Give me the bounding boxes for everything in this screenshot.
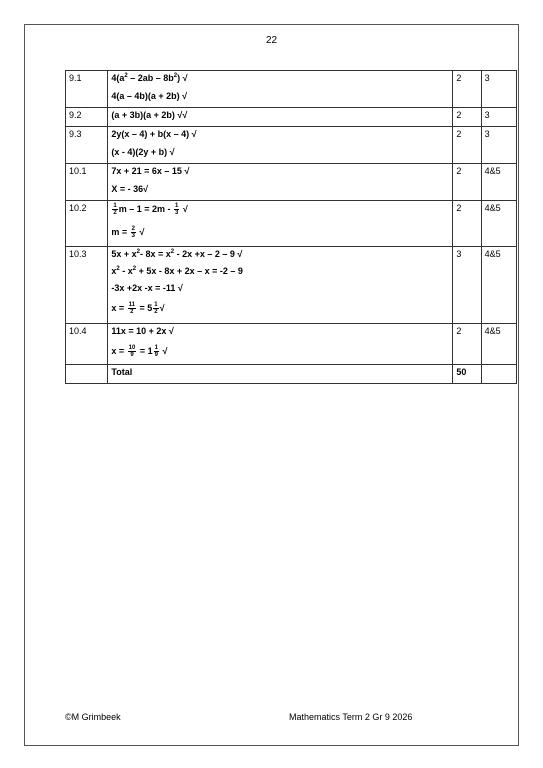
answer-line: m = $\frac{2}{3}$ √ [111, 226, 145, 239]
answer-line: $4(a^2 - 2ab - 8b^2)$ √ [111, 73, 188, 83]
level-cell: 4&5 [481, 324, 516, 365]
question-number: 9.3 [66, 127, 108, 164]
fraction: $\frac{1}{2}$ [113, 203, 117, 216]
answer-line: x = $\frac{10}{9}$ = 1 $\frac{1}{9}$ √ [111, 345, 168, 358]
level-cell: 4&5 [481, 201, 516, 247]
question-number: 10.4 [66, 324, 108, 365]
total-level-empty [481, 365, 516, 384]
answer-line: $x^2 - x^2 + 5x - 8x + 2x - x = -2 - 9$ [111, 266, 243, 276]
answer-cell [108, 127, 453, 164]
marks-cell: 2 [453, 164, 481, 201]
total-marks: 50 [453, 365, 481, 384]
answer-line: X = - 36√ [111, 184, 149, 194]
level-cell: 3 [481, 71, 516, 108]
memorandum-table [65, 70, 517, 384]
level-cell: 4&5 [481, 247, 516, 324]
level-cell: 3 [481, 108, 516, 127]
question-number: 10.2 [66, 201, 108, 247]
answer-line: $5x + x^2-$ $8x = x^2 - 2x +x - 2 - 9$ √ [111, 249, 243, 259]
answer-line: -3x +2x -x = -11 √ [111, 283, 183, 293]
answer-line: 7x + 21 = 6x – 15 √ [111, 166, 190, 176]
answer-cell [108, 71, 453, 108]
fraction: $\frac{11}{2}$ [128, 302, 135, 315]
page-number: 22 [265, 35, 278, 46]
level-cell: 4&5 [481, 164, 516, 201]
table-row [66, 324, 517, 365]
answer-line: $\frac{1}{2}$ m – 1 = 2m - $\frac{1}{3}$ √ [113, 203, 188, 216]
level-cell: 3 [481, 127, 516, 164]
footer-subject: Mathematics Term 2 Gr 9 2026 [289, 712, 413, 722]
table-row [66, 71, 517, 108]
table-row [66, 164, 517, 201]
answer-cell [108, 247, 453, 324]
answer-line: 11x = 10 + 2x √ [111, 326, 174, 336]
answer-line: 2y(x – 4) + b(x – 4) √ [111, 129, 197, 139]
question-number: 9.1 [66, 71, 108, 108]
marks-cell: 2 [453, 127, 481, 164]
answer-cell [108, 324, 453, 365]
fraction: $\frac{1}{9}$ [154, 345, 158, 358]
question-number: 10.1 [66, 164, 108, 201]
answer-line: (a + 3b)(a + 2b) √√ [111, 110, 188, 120]
answer-line: 4(a – 4b)(a + 2b) √ [111, 91, 188, 101]
fraction: $\frac{1}{2}$ [154, 302, 158, 315]
total-label: Total [108, 365, 453, 384]
fraction: $\frac{1}{3}$ [175, 203, 179, 216]
table-row [66, 127, 517, 164]
answer-line: (x - 4)(2y + b) √ [111, 147, 175, 157]
question-number: 10.3 [66, 247, 108, 324]
answer-cell [108, 201, 453, 247]
marks-cell: 2 [453, 324, 481, 365]
total-row [66, 365, 517, 384]
total-empty-cell [66, 365, 108, 384]
marks-cell: 2 [453, 201, 481, 247]
table-row [66, 247, 517, 324]
answer-cell [108, 108, 453, 127]
answer-cell [108, 164, 453, 201]
footer-copyright: ©M Grimbeek [65, 712, 121, 722]
fraction: $\frac{2}{3}$ [131, 226, 135, 239]
marks-cell: 3 [453, 247, 481, 324]
question-number: 9.2 [66, 108, 108, 127]
table-row [66, 201, 517, 247]
marks-cell: 2 [453, 71, 481, 108]
answer-line: x = $\frac{11}{2}$ = 5 $\frac{1}{2}$ √ [111, 302, 165, 315]
marks-cell: 2 [453, 108, 481, 127]
fraction: $\frac{10}{9}$ [128, 345, 136, 358]
table-row [66, 108, 517, 127]
